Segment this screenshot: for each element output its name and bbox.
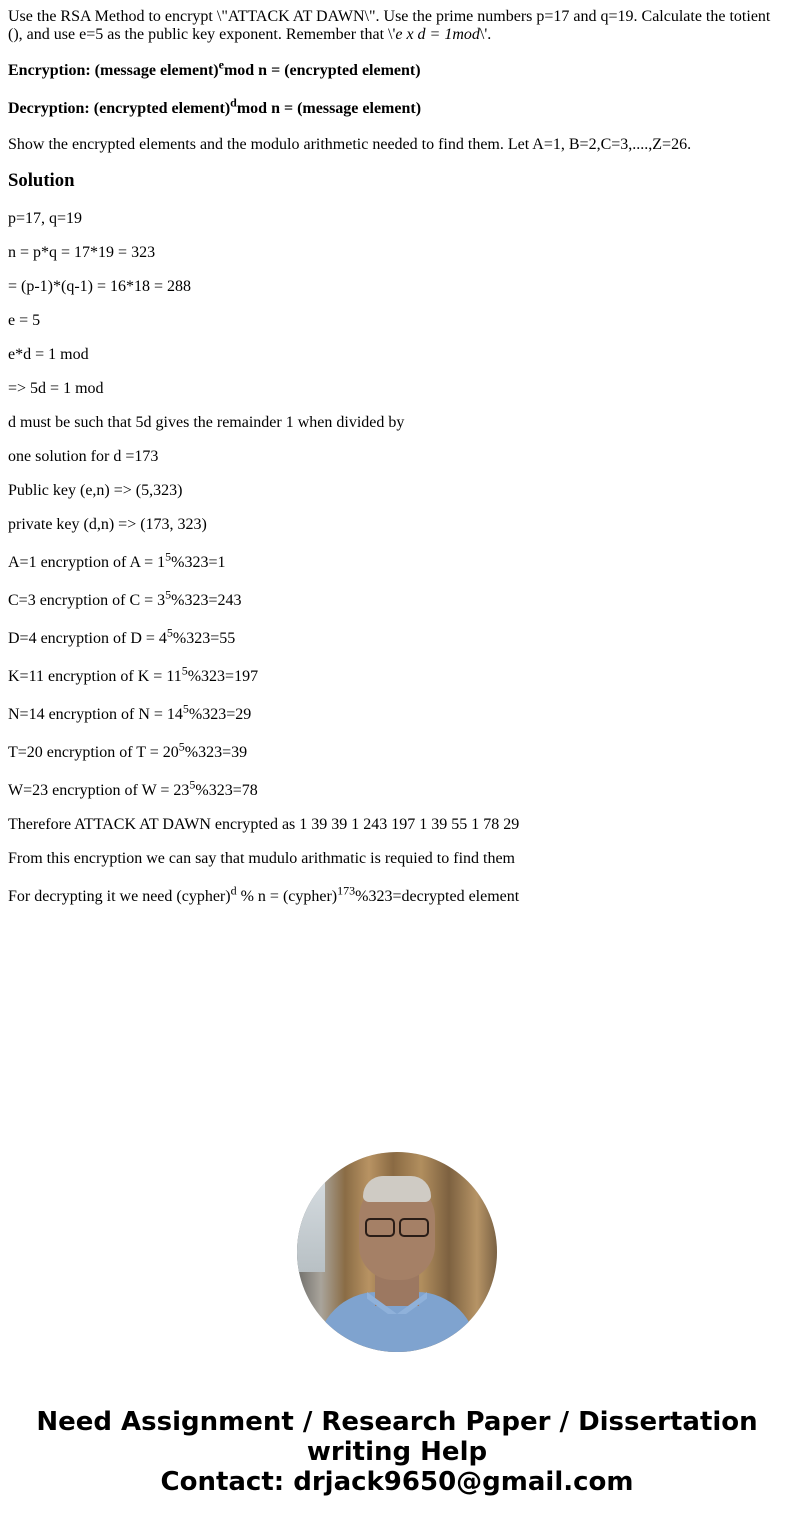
question-instruction: Show the encrypted elements and the modulo arithmetic needed to find them. Let A=1, B=2,C=3,....,Z=26.: [8, 136, 692, 153]
encryption-line: T=20 encryption of $T = 20^5\%323=39$: [8, 739, 248, 761]
promo-line-1: Need Assignment / Research Paper / Dissertation: [36, 1407, 758, 1437]
encryption-line: C=3 encryption of $C = 3^5\%323=243$: [8, 587, 242, 609]
intro-formula: e x d = 1mod: [395, 26, 480, 43]
author-avatar: [297, 1152, 497, 1352]
encryption-formula: Encryption: (message element)$^e$mod n = (encrypted element): [8, 57, 421, 79]
document-body: [8, 8, 786, 922]
solution-line: e*d = 1 mod: [8, 346, 89, 363]
solution-line: n = p*q = 17*19 = 323: [8, 244, 156, 261]
encryption-line: W=23 encryption of $W = 23^5\%323=78$: [8, 777, 258, 799]
solution-line: = (p-1)*(q-1) = 16*18 = 288: [8, 278, 192, 295]
intro-end: \'.: [479, 26, 492, 43]
decryption-line: For decrypting it we need (cypher)$^d$ % n = (cypher)$^{173}$%323=decrypted element: [8, 883, 520, 905]
encrypted-result: Therefore ATTACK AT DAWN encrypted as 1 39 39 1 243 197 1 39 55 1 78 29: [8, 816, 520, 833]
encryption-line: D=4 encryption of $D = 4^5\%323=55$: [8, 625, 236, 647]
question-intro: [8, 8, 786, 44]
solution-line: p=17, q=19: [8, 210, 83, 227]
solution-line: Public key (e,n) => (5,323): [8, 482, 183, 499]
promo-section: [0, 1152, 794, 1497]
solution-line: private key (d,n) => (173, 323): [8, 516, 207, 533]
encryption-line: N=14 encryption of $N = 14^5\%323=29$: [8, 701, 252, 723]
encryption-line: A=1 encryption of $A = 1^5\%323=1$: [8, 549, 226, 571]
modulo-remark: From this encryption we can say that mudulo arithmatic is requied to find them: [8, 850, 515, 867]
decryption-formula: Decryption: (encrypted element)$^d$mod n = (message element): [8, 95, 422, 117]
promo-contact: Contact: drjack9650@gmail.com: [160, 1467, 634, 1497]
promo-text: [0, 1407, 794, 1497]
promo-line-2: writing Help: [306, 1437, 488, 1467]
solution-line: => 5d = 1 mod: [8, 380, 104, 397]
intro-text: Use the RSA Method to encrypt \"ATTACK AT DAWN\". Use the prime numbers p=17 and q=19. Calculate the totient (), and use e=5 as the public key exponent. Remember that \': [8, 8, 771, 43]
solution-heading: Solution: [8, 170, 75, 191]
solution-line: one solution for d =173: [8, 448, 159, 465]
solution-line: d must be such that 5d gives the remainder 1 when divided by: [8, 414, 405, 431]
solution-line: e = 5: [8, 312, 41, 329]
encryption-line: K=11 encryption of $K = 11^5\%323=197$: [8, 663, 259, 685]
